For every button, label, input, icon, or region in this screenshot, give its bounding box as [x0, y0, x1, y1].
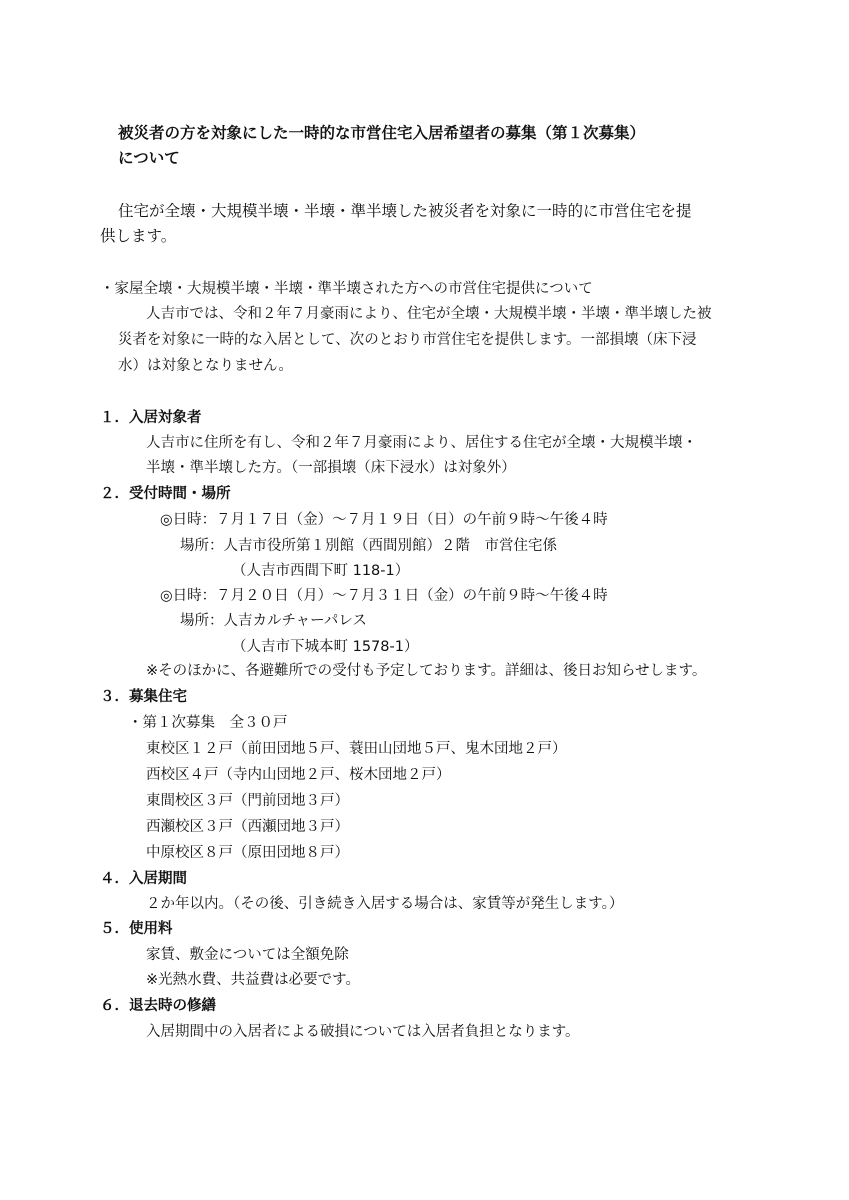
housing-summary: ・第１次募集 全３０戸	[128, 715, 288, 731]
reception-address-2: （人吉市下城本町 1578-1）	[232, 639, 419, 655]
sub-paragraph-line-2: 災者を対象に一時的な入居として、次のとおり市営住宅を提供します。一部損壊（床下浸	[118, 332, 697, 348]
reception-date-2: ◎日時：７月２０日（月）～７月３１日（金）の午前９時～午後４時	[160, 588, 608, 604]
reception-place-2: 場所：人吉カルチャーパレス	[180, 613, 367, 629]
section-1-heading: １．入居対象者	[100, 410, 202, 426]
document-title-line2: について	[118, 149, 180, 167]
reception-date-1: ◎日時：７月１７日（金）～７月１９日（日）の午前９時～午後４時	[160, 512, 608, 528]
reception-place-1: 場所：人吉市役所第１別館（西間別館）２階 市営住宅係	[180, 538, 557, 554]
intro-line-2: 供します。	[100, 227, 177, 245]
section-4-line-1: ２か年以内。（その後、引き続き入居する場合は、家賃等が発生します。）	[146, 896, 624, 912]
section-3-heading: ３．募集住宅	[100, 689, 187, 705]
section-5-heading: ５．使用料	[100, 921, 173, 937]
housing-item: 中原校区８戸（原田団地８戸）	[146, 845, 349, 861]
section-5-line-2: ※光熱水費、共益費は必要です。	[146, 972, 360, 988]
section-1-line-2: 半壊・準半壊した方。（一部損壊（床下浸水）は対象外）	[146, 460, 516, 476]
reception-address-1: （人吉市西間下町 118-1）	[232, 563, 410, 579]
document-title-line1: 被災者の方を対象にした一時的な市営住宅入居希望者の募集（第１次募集）	[118, 124, 646, 142]
section-4-heading: ４．入居期間	[100, 871, 187, 887]
sub-paragraph-line-3: 水）は対象となりません。	[118, 358, 293, 374]
housing-item: 東間校区３戸（門前団地３戸）	[146, 793, 349, 809]
housing-item: 西瀬校区３戸（西瀬団地３戸）	[146, 819, 349, 835]
reception-note: ※そのほかに、各避難所での受付も予定しております。詳細は、後日お知らせします。	[146, 663, 707, 679]
section-2-heading: ２．受付時間・場所	[100, 486, 231, 502]
section-5-line-1: 家賃、敷金については全額免除	[146, 947, 349, 963]
housing-item: 東校区１２戸（前田団地５戸、蓑田山団地５戸、鬼木団地２戸）	[146, 741, 567, 757]
intro-line-1: 住宅が全壊・大規模半壊・半壊・準半壊した被災者を対象に一時的に市営住宅を提	[118, 202, 692, 220]
section-6-line-1: 入居期間中の入居者による破損については入居者負担となります。	[146, 1024, 580, 1040]
sub-paragraph-line-1: 人吉市では、令和２年７月豪雨により、住宅が全壊・大規模半壊・半壊・準半壊した被	[146, 306, 712, 322]
section-1-line-1: 人吉市に住所を有し、令和２年７月豪雨により、居住する住宅が全壊・大規模半壊・	[146, 435, 697, 451]
section-6-heading: ６．退去時の修繕	[100, 998, 216, 1014]
housing-item: 西校区４戸（寺内山団地２戸、桜木団地２戸）	[146, 767, 451, 783]
sub-heading: ・家屋全壊・大規模半壊・半壊・準半壊された方への市営住宅提供について	[100, 281, 593, 297]
